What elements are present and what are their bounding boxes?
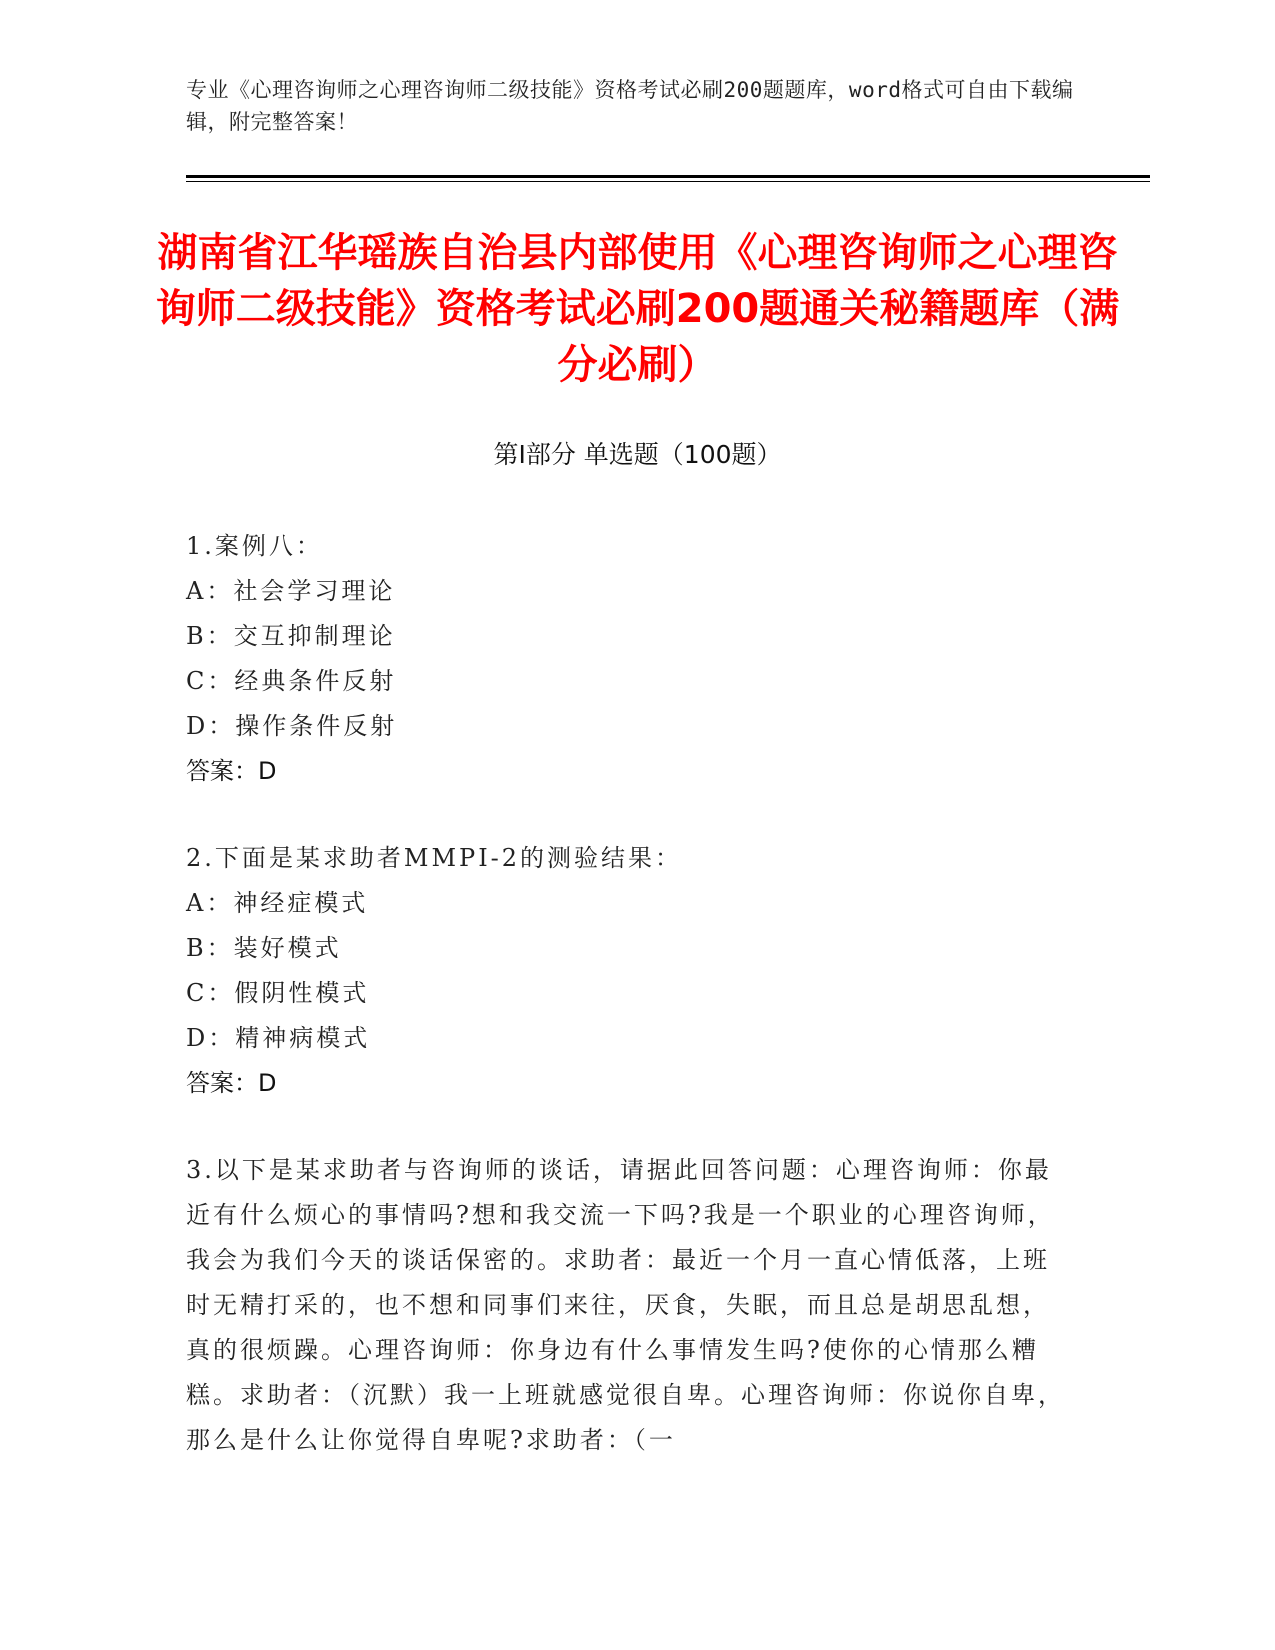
section-heading: 第Ⅰ部分 单选题（100题） bbox=[493, 440, 782, 469]
option-b: B：装好模式 bbox=[186, 934, 342, 962]
question-1 bbox=[186, 524, 1066, 794]
question-3 bbox=[186, 1148, 1066, 1454]
header-note: 专业《心理咨询师之心理咨询师二级技能》资格考试必刷200题题库，word格式可自由下载编辑，附完整答案！ bbox=[186, 78, 1074, 134]
document-title: 湖南省江华瑶族自治县内部使用《心理咨询师之心理咨询师二级技能》资格考试必刷200题通关秘籍题库（满分必刷） bbox=[155, 230, 1120, 388]
question-2 bbox=[186, 836, 1066, 1106]
option-b: B：交互抑制理论 bbox=[186, 622, 396, 650]
option-c: C：经典条件反射 bbox=[186, 667, 397, 695]
question-stem: 2.下面是某求助者MMPI-2的测验结果： bbox=[186, 844, 683, 872]
header-divider-thin bbox=[186, 181, 1150, 182]
option-a: A：神经症模式 bbox=[186, 889, 369, 917]
option-c: C：假阴性模式 bbox=[186, 979, 370, 1007]
answer: 答案：D bbox=[186, 1069, 277, 1097]
option-d: D：操作条件反射 bbox=[186, 712, 398, 740]
question-list bbox=[186, 524, 1066, 1460]
option-d: D：精神病模式 bbox=[186, 1024, 371, 1052]
option-a: A：社会学习理论 bbox=[186, 577, 396, 605]
header-divider-thick bbox=[186, 175, 1150, 178]
answer: 答案：D bbox=[186, 757, 277, 785]
question-stem: 1.案例八： bbox=[186, 532, 323, 560]
question-stem: 3.以下是某求助者与咨询师的谈话，请据此回答问题：心理咨询师：你最近有什么烦心的事情吗?想和我交流一下吗?我是一个职业的心理咨询师，我会为我们今天的谈话保密的。求助者：最近一个月一直心情低落，上班时无精打采的，也不想和同事们来往，厌食，失眠，而且总是胡思乱想，真的很烦躁。心理咨询师：你身边有什么事情发生吗?使你的心情那么糟糕。求助者：（沉默）我一上班就感觉很自卑。心理咨询师：你说你自卑，那么是什么让你觉得自卑呢?求助者：（一 bbox=[186, 1156, 1065, 1454]
